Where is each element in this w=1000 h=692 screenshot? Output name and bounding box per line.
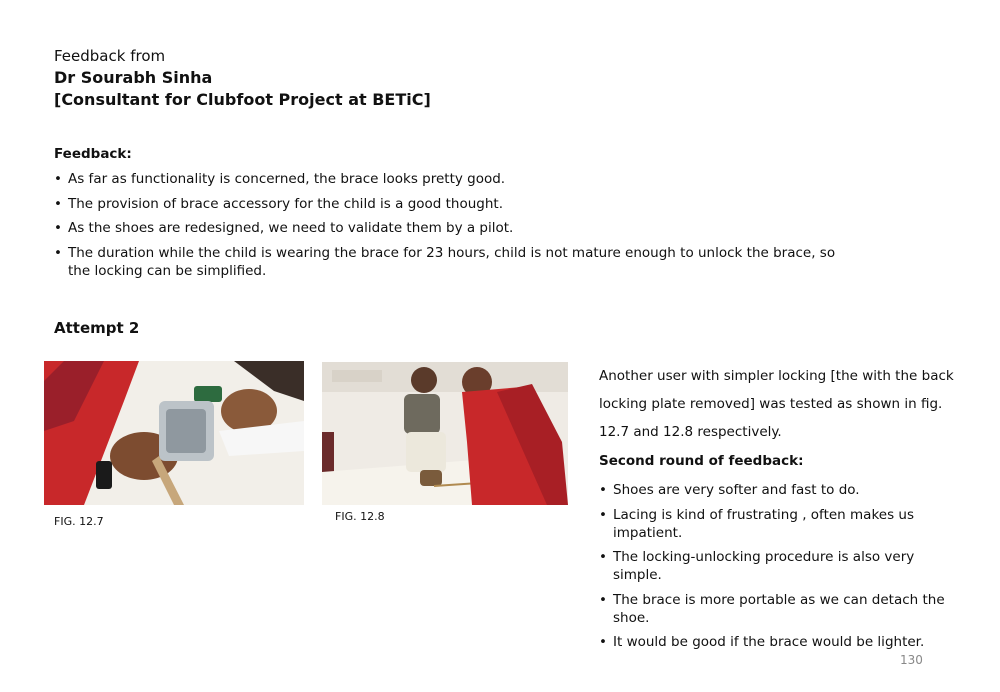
feedback-item: • As far as functionality is concerned, the brace looks pretty good. — [54, 170, 844, 188]
attempt-heading: Attempt 2 — [54, 319, 140, 337]
consultant-name: Dr Sourabh Sinha — [54, 68, 213, 87]
figure-12-8-photo — [322, 362, 568, 505]
feedback-from-label: Feedback from — [54, 47, 166, 65]
figure-12-8-caption: FIG. 12.8 — [335, 510, 385, 523]
figure-12-7-photo — [44, 361, 304, 505]
figure-12-7-caption: FIG. 12.7 — [54, 515, 104, 528]
second-round-heading: Second round of feedback: — [599, 453, 804, 469]
feedback-list — [54, 170, 844, 286]
page-number: 130 — [900, 653, 923, 667]
second-round-item: • The brace is more portable as we can detach the shoe. — [599, 591, 959, 627]
second-round-list — [599, 481, 959, 658]
description-line: 12.7 and 12.8 respectively. — [599, 424, 782, 440]
description-line: locking plate removed] was tested as shown in fig. — [599, 396, 943, 412]
feedback-item: • The provision of brace accessory for the child is a good thought. — [54, 195, 844, 213]
feedback-item: • As the shoes are redesigned, we need to validate them by a pilot. — [54, 219, 844, 237]
consultant-role: [Consultant for Clubfoot Project at BETiC] — [54, 90, 431, 109]
description-line: Another user with simpler locking [the with the back — [599, 368, 954, 384]
second-round-item: • It would be good if the brace would be lighter. — [599, 633, 959, 651]
description-paragraph — [599, 362, 959, 446]
second-round-item: • Lacing is kind of frustrating , often makes us impatient. — [599, 506, 959, 542]
second-round-item: • The locking-unlocking procedure is also very simple. — [599, 548, 959, 584]
feedback-heading: Feedback: — [54, 146, 132, 162]
second-round-item: • Shoes are very softer and fast to do. — [599, 481, 959, 499]
feedback-item: • The duration while the child is wearing the brace for 23 hours, child is not mature enough to unlock the brace, so the locking can be simplified. — [54, 244, 844, 280]
